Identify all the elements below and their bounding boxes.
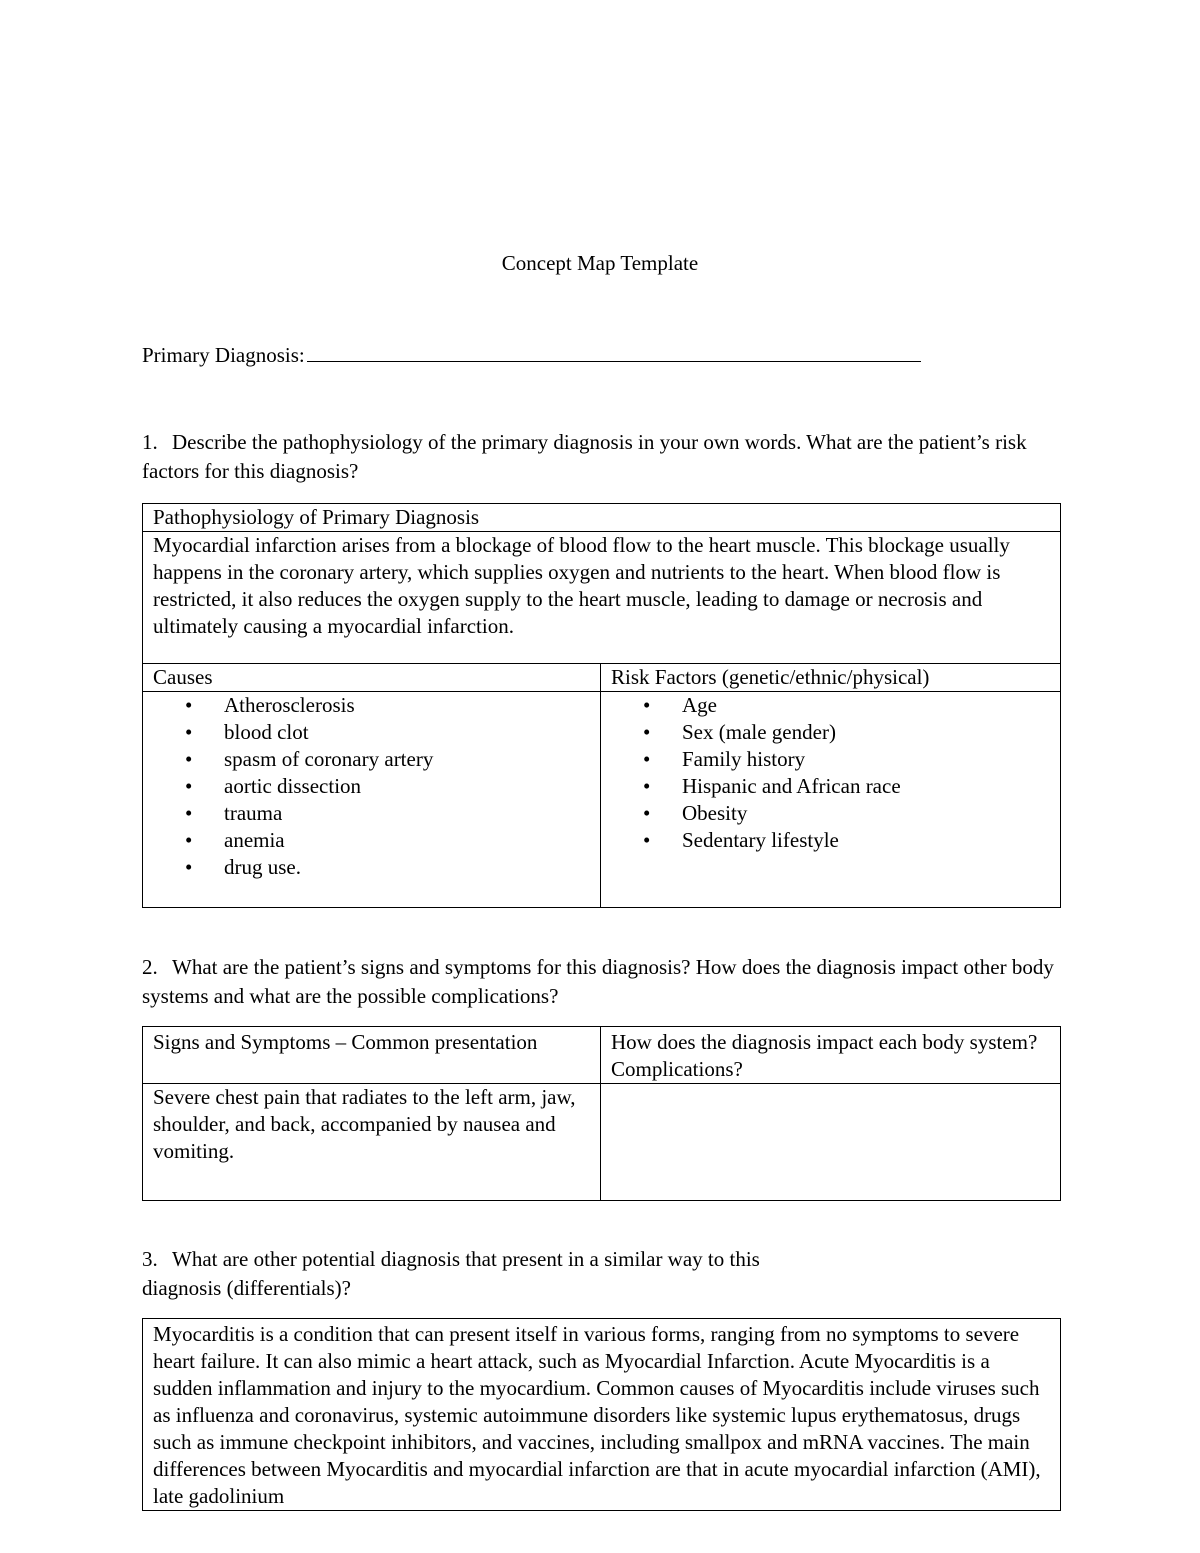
primary-diagnosis-input[interactable] <box>307 341 921 362</box>
risk-factors-cell <box>601 692 1061 908</box>
causes-cell <box>143 692 601 908</box>
pathophysiology-table <box>142 503 1061 908</box>
question-3-number: 3. <box>142 1247 158 1271</box>
primary-diagnosis-label: Primary Diagnosis: <box>142 343 305 367</box>
cause-item: • spasm of coronary artery <box>181 746 590 773</box>
primary-diagnosis-field <box>142 341 921 369</box>
cause-item: • aortic dissection <box>181 773 590 800</box>
cause-item: • trauma <box>181 800 590 827</box>
pathophysiology-header: Pathophysiology of Primary Diagnosis <box>143 504 1061 532</box>
signs-symptoms-text: Severe chest pain that radiates to the left arm, jaw, shoulder, and back, accompanied by nausea and vomiting. <box>143 1084 601 1201</box>
risk-factor-item: • Age <box>639 692 1050 719</box>
signs-symptoms-table <box>142 1026 1061 1201</box>
question-3-text-line2: diagnosis (differentials)? <box>142 1276 351 1300</box>
question-3-text-line1: What are other potential diagnosis that present in a similar way to this <box>172 1247 760 1271</box>
question-2-number: 2. <box>142 955 158 979</box>
question-3 <box>142 1245 1072 1303</box>
risk-factor-item: • Family history <box>639 746 1050 773</box>
question-1-text: Describe the pathophysiology of the primary diagnosis in your own words. What are the patient’s risk factors for this diagnosis? <box>142 430 1027 483</box>
signs-symptoms-header: Signs and Symptoms – Common presentation <box>143 1027 601 1084</box>
question-1-number: 1. <box>142 430 158 454</box>
body-system-impact-header: How does the diagnosis impact each body system? Complications? <box>601 1027 1061 1084</box>
document-title: Concept Map Template <box>501 251 699 275</box>
question-2-text: What are the patient’s signs and symptoms for this diagnosis? How does the diagnosis impact other body systems and what are the possible complications? <box>142 955 1054 1008</box>
risk-factors-header: Risk Factors (genetic/ethnic/physical) <box>601 664 1061 692</box>
pathophysiology-text: Myocardial infarction arises from a blockage of blood flow to the heart muscle. This blockage usually happens in the coronary artery, which supplies oxygen and nutrients to the heart. When blood flow is restricted, it also reduces the oxygen supply to the heart muscle, leading to damage or necrosis and ultimately causing a myocardial infarction. <box>143 532 1061 664</box>
cause-item: • drug use. <box>181 854 590 881</box>
question-1 <box>142 428 1072 486</box>
question-2 <box>142 953 1072 1011</box>
body-system-impact-text <box>601 1084 1061 1201</box>
differentials-text: Myocarditis is a condition that can present itself in various forms, ranging from no symptoms to severe heart failure. It can also mimic a heart attack, such as Myocardial Infarction. Acute Myocarditis is a sudden inflammation and injury to the myocardium. Common causes of Myocarditis include viruses such as influenza and coronavirus, systemic autoimmune disorders like systemic lupus erythematosus, drugs such as immune checkpoint inhibitors, and vaccines, including smallpox and mRNA vaccines. The main differences between Myocarditis and myocardial infarction are that in acute myocardial infarction (AMI), late gadolinium <box>143 1319 1061 1511</box>
risk-factor-item: • Obesity <box>639 800 1050 827</box>
risk-factor-item: • Sex (male gender) <box>639 719 1050 746</box>
causes-list <box>153 692 590 881</box>
risk-factor-item: • Sedentary lifestyle <box>639 827 1050 854</box>
risk-factor-item: • Hispanic and African race <box>639 773 1050 800</box>
cause-item: • blood clot <box>181 719 590 746</box>
risk-factors-list <box>611 692 1050 854</box>
cause-item: • anemia <box>181 827 590 854</box>
differentials-table <box>142 1318 1061 1511</box>
causes-header: Causes <box>143 664 601 692</box>
cause-item: • Atherosclerosis <box>181 692 590 719</box>
